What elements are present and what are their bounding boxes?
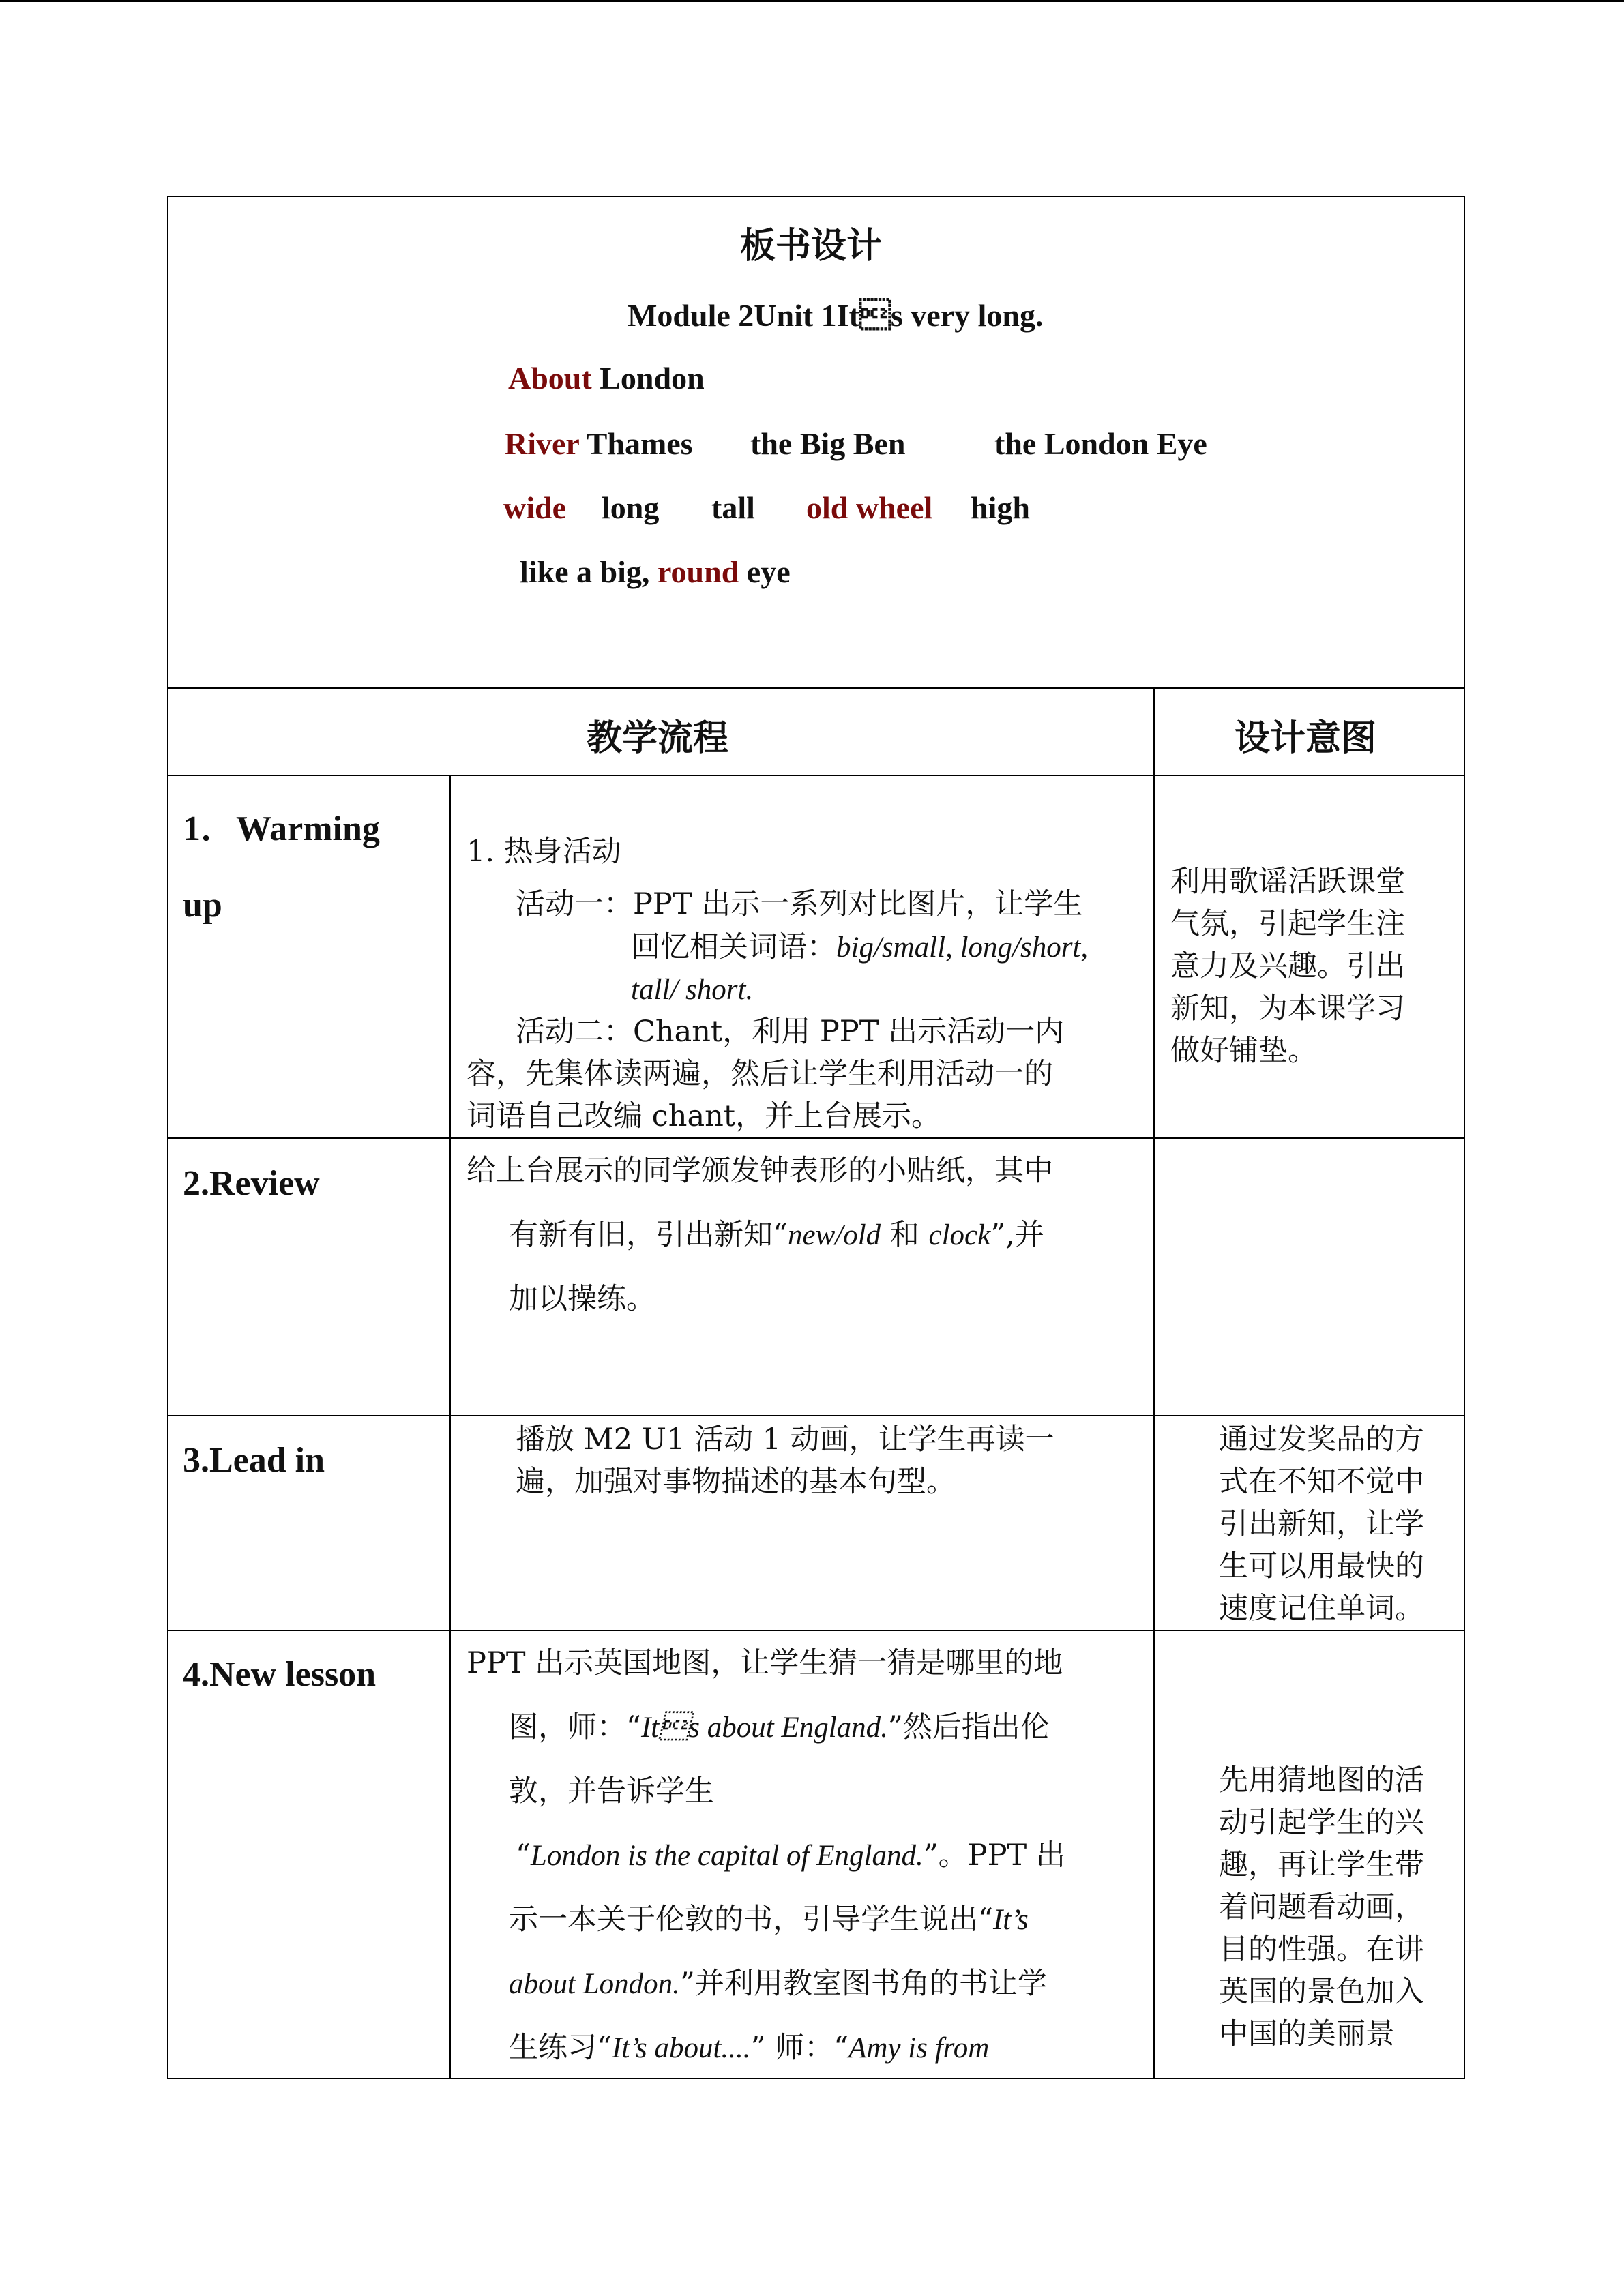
nl-corner-text: ”并利用教室图书角的书让学 xyxy=(679,1967,1047,2001)
review-clock: clock xyxy=(928,1219,991,1251)
review-text-c: ”,并 xyxy=(990,1218,1044,1252)
thames-word: Thames xyxy=(579,426,693,461)
board-subtitle: Module 2Unit 1Its very long. xyxy=(628,298,1044,333)
london-eye-word: the London Eye xyxy=(994,426,1207,461)
intent-leadin-5: 速度记住单词。 xyxy=(1219,1592,1424,1626)
header-process: 教学流程 xyxy=(587,717,729,759)
about-word: About xyxy=(508,361,592,396)
intent-newlesson-3: 趣，再让学生带 xyxy=(1219,1848,1424,1882)
nl-about-london: about London. xyxy=(509,1968,680,2000)
nl-quote-open: “ xyxy=(516,1838,531,1873)
newlesson-line5 xyxy=(509,1898,1029,1941)
recall-words-2: tall/ short. xyxy=(631,974,754,1006)
intent-leadin-1: 通过发奖品的方 xyxy=(1219,1422,1424,1457)
board-line-landmarks xyxy=(505,426,693,462)
newlesson-line1: PPT 出示英国地图，让学生猜一猜是哪里的地 xyxy=(467,1646,1063,1680)
row-divider-1 xyxy=(167,775,1465,776)
review-text-a: 有新有旧，引出新知“ xyxy=(509,1218,788,1252)
intent-newlesson-7: 中国的美丽景 xyxy=(1219,2017,1395,2051)
stage-warming: 1．Warming xyxy=(183,809,380,848)
london-word: London xyxy=(591,361,705,396)
newlesson-line7 xyxy=(509,2027,989,2070)
intent-warmup-5: 做好铺垫。 xyxy=(1170,1034,1317,1068)
leadin-line2: 遍，加强对事物描述的基本句型。 xyxy=(516,1465,956,1499)
intent-leadin-2: 式在不知不觉中 xyxy=(1219,1465,1424,1499)
table-top-thick xyxy=(167,687,1465,689)
newlesson-line2 xyxy=(509,1706,1050,1749)
nl-book-text: 示一本关于伦敦的书，引导学生说出“ xyxy=(509,1903,993,1937)
stage-lead-in: 3.Lead in xyxy=(183,1441,325,1480)
stage-new-lesson: 4.New lesson xyxy=(183,1655,377,1694)
intent-newlesson-2: 动引起学生的兴 xyxy=(1219,1806,1424,1840)
round-word: round xyxy=(657,554,739,589)
newlesson-line3: 敦，并告诉学生 xyxy=(509,1774,714,1808)
intent-newlesson-6: 英国的景色加入 xyxy=(1219,1975,1424,2009)
newlesson-line6 xyxy=(509,1963,1047,2006)
like-a-big-text: like a big, xyxy=(520,554,658,589)
warmup-activity2-line3: 词语自己改编 chant，并上台展示。 xyxy=(467,1099,941,1133)
intent-leadin-4: 生可以用最快的 xyxy=(1219,1549,1424,1583)
long-word: long xyxy=(602,490,660,525)
warmup-heading: 1. 热身活动 xyxy=(467,835,621,869)
river-word: River xyxy=(505,426,580,461)
leadin-line1: 播放 M2 U1 活动 1 动画，让学生再读一 xyxy=(516,1422,1054,1457)
board-title: 板书设计 xyxy=(740,225,883,267)
nl-practice-text: 生练习“ xyxy=(509,2031,612,2065)
intent-warmup-3: 意力及兴趣。引出 xyxy=(1170,949,1405,983)
nl-capital: London is the capital of England. xyxy=(530,1840,924,1872)
old-wheel-word: old wheel xyxy=(806,490,933,525)
recall-words: big/small, long/short, xyxy=(836,931,1089,964)
intent-leadin-3: 引出新知，让学 xyxy=(1219,1507,1424,1541)
warmup-activity1-words xyxy=(631,926,1088,969)
nl-amy: Amy is from xyxy=(848,2032,990,2064)
row-divider-2 xyxy=(167,1137,1465,1139)
eye-word: eye xyxy=(739,554,791,589)
col-divider-stage xyxy=(449,775,451,2079)
review-line1: 给上台展示的同学颁发钟表形的小贴纸，其中 xyxy=(467,1154,1053,1188)
nl-text-a: 图，师：“ xyxy=(509,1710,641,1744)
row-divider-4 xyxy=(167,1630,1465,1631)
nl-its-about: It’s about.... xyxy=(611,2032,751,2064)
big-ben-word: the Big Ben xyxy=(750,426,906,461)
intent-warmup-1: 利用歌谣活跃课堂 xyxy=(1170,865,1405,899)
warmup-activity2: 活动二：Chant，利用 PPT 出示活动一内 xyxy=(516,1015,1065,1049)
newlesson-line4 xyxy=(516,1834,1065,1877)
stage-review: 2.Review xyxy=(183,1164,320,1203)
intent-newlesson-5: 目的性强。在讲 xyxy=(1219,1933,1424,1967)
nl-ppt-text: ”。PPT 出 xyxy=(923,1838,1065,1873)
nl-about-england: Its about England. xyxy=(640,1712,888,1744)
tall-word: tall xyxy=(711,490,755,525)
page-top-border xyxy=(0,0,1624,2)
intent-newlesson-4: 着问题看动画， xyxy=(1219,1890,1424,1924)
nl-teacher-text: ” 师：“ xyxy=(750,2031,849,2065)
review-line3: 加以操练。 xyxy=(509,1282,655,1316)
review-new-old: new/old xyxy=(787,1219,881,1251)
nl-its: It’s xyxy=(992,1904,1029,1936)
high-word: high xyxy=(971,490,1030,525)
intent-warmup-4: 新知，为本课学习 xyxy=(1170,992,1405,1026)
col-divider-intent xyxy=(1153,687,1155,2079)
warmup-activity2-line2: 容，先集体读两遍，然后让学生利用活动一的 xyxy=(467,1057,1053,1091)
board-line-eye xyxy=(520,554,791,590)
board-line-about xyxy=(508,360,705,396)
intent-newlesson-1: 先用猜地图的活 xyxy=(1219,1763,1424,1798)
warmup-activity1-words2 xyxy=(631,968,753,1011)
recall-text: 回忆相关词语： xyxy=(631,930,836,964)
stage-warming-up: up xyxy=(183,886,222,925)
wide-word: wide xyxy=(503,490,566,525)
nl-text-b: ”然后指出伦 xyxy=(887,1710,1050,1744)
row-divider-3 xyxy=(167,1415,1465,1416)
review-line2 xyxy=(509,1214,1044,1257)
intent-warmup-2: 气氛，引起学生注 xyxy=(1170,907,1405,941)
header-intent: 设计意图 xyxy=(1235,717,1377,759)
warmup-activity1: 活动一：PPT 出示一系列对比图片，让学生 xyxy=(516,887,1083,921)
review-text-b: 和 xyxy=(881,1218,929,1252)
